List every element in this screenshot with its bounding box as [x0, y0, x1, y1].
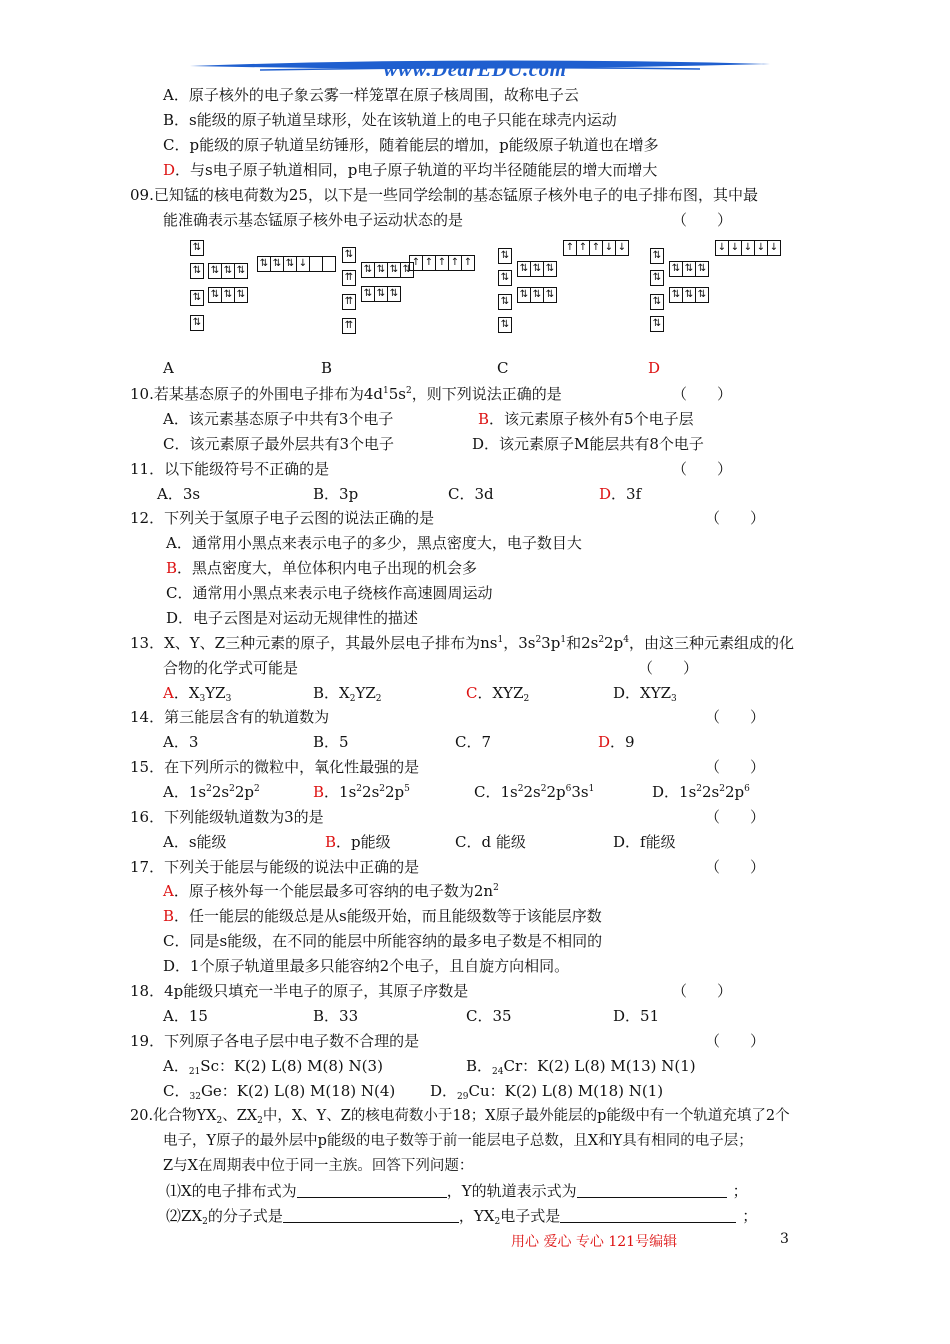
text-fragment: ．p能级: [336, 833, 391, 851]
q11-answer-paren: （ ）: [672, 460, 733, 478]
orbital-box: ⇅: [650, 316, 664, 332]
orbital-box: ↓: [615, 240, 629, 256]
answer-letter: D: [163, 161, 176, 179]
text-fragment: Cr：K(2) L(8) M(13) N(1): [503, 1057, 696, 1075]
q16-stem: 16．下列能级轨道数为3的是: [130, 808, 324, 826]
text-fragment: 2: [517, 784, 524, 794]
orbital-box: ⇅: [221, 287, 235, 303]
q9-label-b: B: [321, 359, 333, 377]
footer-slogan: 用心 爱心 专心 121号编辑: [511, 1234, 678, 1250]
q9-label-d: D: [648, 359, 661, 377]
orbital-box: ↓: [741, 240, 755, 256]
orbital-box: ⇅: [270, 256, 284, 272]
text-fragment: B．X: [313, 684, 350, 702]
q17-option-c: C．同是s能级，在不同的能层中所能容纳的最多电子数是不相同的: [163, 932, 603, 950]
diagram-a-1s: [190, 240, 204, 256]
diagram-d-row3: [650, 294, 664, 310]
diagram-c-row4: [498, 317, 512, 333]
text-fragment: D: [599, 485, 612, 503]
text-fragment: D．: [430, 1082, 458, 1100]
text-fragment: C．: [474, 783, 501, 801]
diagram-d-row2: [650, 270, 664, 286]
text-fragment: 2: [719, 784, 725, 794]
diagram-a-row2-box: [208, 263, 248, 279]
text-fragment: ．黑点密度大，单位体积内电子出现的机会多: [177, 559, 478, 577]
orbital-box: ↑: [563, 240, 577, 256]
text-fragment: Cu：K(2) L(8) M(18) N(1): [468, 1082, 664, 1100]
text-fragment: ．任一能层的能级总是从s能级开始，而且能级数等于该能层序数: [174, 907, 602, 925]
text-fragment: 29: [457, 1092, 469, 1102]
q11-option-a: A．3s: [157, 485, 201, 503]
text-fragment: C: [466, 684, 478, 702]
answer-blank-1[interactable]: [297, 1183, 447, 1198]
orbital-box: ↓: [296, 256, 310, 272]
q13-answer-paren: （ ）: [638, 659, 699, 677]
q20-stem-line1: [130, 1106, 790, 1126]
orbital-box: ⇅: [650, 248, 664, 264]
text-fragment: 1: [497, 635, 504, 645]
diagram-c-row2-box: [517, 261, 557, 277]
text-fragment: 2: [202, 1217, 208, 1227]
text-fragment: Sc：K(2) L(8) M(8) N(3): [200, 1057, 383, 1075]
orbital-box: ⇅: [374, 262, 388, 278]
text-fragment: 2: [349, 694, 356, 704]
q14-option-c: C．7: [455, 733, 492, 751]
diagram-a-row3: [190, 290, 204, 306]
orbital-box: ⇅: [208, 287, 222, 303]
q9-answer-paren: （ ）: [672, 211, 733, 229]
orbital-box: ⇅: [498, 294, 512, 310]
text-fragment: ．与s电子原子轨道相同，p电子原子轨道的平均半径随能层的增大而增大: [175, 161, 658, 179]
q9-stem-line1: 09.已知锰的核电荷数为25，以下是一些同学绘制的基态锰原子核外电子的电子排布图，其中最: [130, 186, 758, 204]
text-fragment: 的分子式是: [207, 1207, 283, 1225]
q13-option-d: [613, 683, 677, 703]
text-fragment: ．9: [610, 733, 635, 751]
q19-option-a: [163, 1056, 383, 1076]
text-fragment: 2: [216, 1116, 223, 1126]
text-fragment: 3: [225, 694, 232, 704]
orbital-box: ⇅: [221, 263, 235, 279]
orbital-box: ↑: [448, 255, 462, 271]
orbital-box: ⇅: [234, 287, 248, 303]
text-fragment: 1: [383, 386, 389, 396]
text-fragment: ．该元素原子核外有5个电子层: [489, 410, 694, 428]
orbital-box: ⇅: [543, 287, 557, 303]
orbital-box: ⇅: [190, 240, 204, 256]
q9-stem-line2: 能准确表示基态锰原子核外电子运动状态的是: [163, 211, 464, 229]
q12-option-b: [166, 558, 477, 578]
q17-option-b: [163, 906, 602, 926]
orbital-box: ↑: [435, 255, 449, 271]
text-fragment: 1s: [500, 783, 518, 801]
q9-label-c: C: [497, 359, 509, 377]
orbital-box: ⇅: [695, 287, 709, 303]
orbital-box: ⇅: [682, 287, 696, 303]
q13-stem-line2: 合物的化学式可能是: [163, 659, 299, 677]
q14-answer-paren: （ ）: [705, 708, 766, 726]
text-fragment: 1s: [188, 783, 207, 801]
q20-stem-line2: 电子，Y原子的最外层中p能级的电子数等于前一能层电子总数，且X和Y具有相同的电子层；: [163, 1133, 753, 1149]
text-fragment: D: [598, 733, 611, 751]
orbital-box: ↑: [409, 255, 423, 271]
text-fragment: B．: [466, 1057, 493, 1075]
text-fragment: 2p: [546, 783, 566, 801]
text-fragment: A．: [163, 1057, 189, 1075]
text-fragment: 2: [696, 784, 703, 794]
q16-answer-paren: （ ）: [705, 808, 766, 826]
text-fragment: 10.若某基态原子的外围电子排布为4d: [130, 385, 384, 403]
text-fragment: 2s: [211, 783, 230, 801]
text-fragment: 和2s: [566, 634, 599, 652]
text-fragment: 2: [493, 883, 499, 893]
text-fragment: D．XYZ: [613, 684, 672, 702]
diagram-d-3d: [715, 240, 781, 256]
q12-option-c: C．通常用小黑点来表示电子绕核作高速圆周运动: [166, 584, 493, 602]
q9-label-a: A: [163, 359, 174, 377]
text-fragment: 3p: [541, 634, 561, 652]
q13-option-a: [163, 683, 231, 703]
q18-option-c: C．35: [466, 1007, 512, 1025]
diagram-b-3d: [409, 255, 475, 271]
answer-blank-4[interactable]: [560, 1208, 736, 1223]
page-number: 3: [780, 1231, 789, 1247]
q10-stem: [130, 384, 562, 404]
diagram-d-row3-box: [669, 287, 709, 303]
text-fragment: ⑴X的电子排布式为: [166, 1182, 297, 1200]
text-fragment: 2: [229, 784, 235, 794]
orbital-box: ↓: [767, 240, 781, 256]
q11-stem: 11．以下能级符号不正确的是: [130, 460, 330, 478]
text-fragment: ．原子核外每一个能层最多可容纳的电子数为2n: [173, 882, 494, 900]
q12-answer-paren: （ ）: [705, 509, 766, 527]
text-fragment: B: [325, 833, 337, 851]
q11-option-d: [599, 484, 641, 504]
q15-option-d: [652, 782, 750, 802]
orbital-box: ⇅: [498, 270, 512, 286]
orbital-box: [322, 256, 336, 272]
q11-option-b: B．3p: [313, 485, 359, 503]
text-fragment: 2s: [362, 783, 380, 801]
answer-blank-3[interactable]: [283, 1208, 459, 1223]
orbital-box: ⇅: [342, 247, 356, 263]
q10-answer-paren: （ ）: [672, 385, 733, 403]
diagram-d-row4: [650, 316, 664, 332]
q15-stem: 15．在下列所示的微粒中，氧化性最强的是: [130, 758, 420, 776]
q20-sub1: [166, 1181, 748, 1201]
text-fragment: 1s: [679, 783, 697, 801]
text-fragment: ．XYZ: [477, 684, 524, 702]
text-fragment: 2p: [604, 634, 624, 652]
q18-answer-paren: （ ）: [672, 982, 733, 1000]
text-fragment: ，YX: [458, 1207, 495, 1225]
text-fragment: 1: [588, 784, 595, 794]
text-fragment: 3: [671, 694, 677, 704]
q18-option-b: B．33: [313, 1007, 359, 1025]
orbital-box: ⇅: [669, 261, 683, 277]
text-fragment: 2: [356, 784, 363, 794]
orbital-box: ⇅: [190, 263, 204, 279]
q16-option-d: D．f能级: [613, 833, 676, 851]
diagram-b-row3-box: [361, 286, 401, 302]
orbital-box: ↓: [715, 240, 729, 256]
diagram-b-row2-box: [361, 262, 414, 278]
orbital-box: ⇈: [342, 294, 356, 310]
diagram-a-row3-box: [208, 287, 248, 303]
text-fragment: 2: [253, 784, 260, 794]
text-fragment: ．: [324, 783, 340, 801]
text-fragment: ⑵ZX: [166, 1207, 203, 1225]
orbital-box: ⇅: [682, 261, 696, 277]
q14-option-d: [598, 732, 635, 752]
text-fragment: 2: [598, 635, 605, 645]
orbital-box: ⇅: [234, 263, 248, 279]
text-fragment: 5: [404, 784, 410, 794]
orbital-box: ↓: [728, 240, 742, 256]
q13-option-c: [466, 683, 529, 703]
q15-option-a: [163, 782, 260, 802]
text-fragment: 2: [523, 694, 530, 704]
text-fragment: ．X: [173, 684, 200, 702]
orbital-box: ↑: [461, 255, 475, 271]
orbital-box: ⇅: [498, 317, 512, 333]
orbital-box: ⇅: [374, 286, 388, 302]
orbital-box: ⇅: [695, 261, 709, 277]
text-fragment: 2: [540, 784, 547, 794]
orbital-box: ↓: [754, 240, 768, 256]
q8-option-c: C．p能级的原子轨道呈纺锤形，随着能层的增加，p能级原子轨道也在增多: [163, 136, 659, 154]
diagram-d-row2-box: [669, 261, 709, 277]
diagram-b-row3: [342, 294, 356, 310]
orbital-box: ⇈: [342, 318, 356, 334]
text-fragment: 2: [379, 784, 386, 794]
orbital-box: ↓: [602, 240, 616, 256]
site-logo[interactable]: www.DearEDU.com: [383, 57, 567, 81]
text-fragment: 2: [535, 635, 542, 645]
orbital-box: ⇅: [543, 261, 557, 277]
text-fragment: 1: [560, 635, 567, 645]
text-fragment: 2p: [385, 783, 405, 801]
q20-sub2: [166, 1206, 757, 1226]
q19-stem: 19．下列原子各电子层中电子数不合理的是: [130, 1032, 420, 1050]
text-fragment: 2: [257, 1116, 263, 1126]
q15-option-c: [474, 782, 594, 802]
diagram-b-top: [342, 247, 356, 263]
orbital-box: ⇅: [517, 261, 531, 277]
q17-option-a: [163, 881, 499, 901]
text-fragment: A．: [163, 783, 189, 801]
orbital-box: ⇅: [498, 248, 512, 264]
orbital-box: ⇅: [190, 290, 204, 306]
text-fragment: YZ: [205, 684, 226, 702]
text-fragment: 2: [206, 784, 212, 794]
diagram-a-3d: [257, 256, 336, 272]
text-fragment: 21: [188, 1067, 201, 1077]
q14-stem: 14．第三能层含有的轨道数为: [130, 708, 330, 726]
text-fragment: 4: [623, 635, 629, 645]
q19-option-c: [163, 1081, 395, 1101]
q8-option-a: A．原子核外的电子象云雾一样笼罩在原子核周围，故称电子云: [163, 86, 579, 104]
orbital-box: ⇅: [517, 287, 531, 303]
text-fragment: 32: [189, 1092, 201, 1102]
text-fragment: 2p: [725, 783, 745, 801]
text-fragment: 1s: [339, 783, 357, 801]
q17-answer-paren: （ ）: [705, 858, 766, 876]
orbital-box: ⇅: [190, 315, 204, 331]
diagram-b-row2: [342, 270, 356, 286]
q19-answer-paren: （ ）: [705, 1032, 766, 1050]
q18-option-d: D．51: [613, 1007, 660, 1025]
text-fragment: 电子式是: [500, 1207, 561, 1225]
q8-option-d: [163, 160, 657, 180]
orbital-box: ⇅: [257, 256, 271, 272]
text-fragment: 3: [199, 694, 206, 704]
orbital-box: [309, 256, 323, 272]
text-fragment: 2: [494, 1217, 501, 1227]
orbital-box: ↑: [422, 255, 436, 271]
text-fragment: Ge：K(2) L(8) M(18) N(4): [200, 1082, 396, 1100]
text-fragment: YZ: [355, 684, 376, 702]
diagram-d-top: [650, 248, 664, 264]
text-fragment: B: [163, 907, 175, 925]
diagram-b-row4: [342, 318, 356, 334]
q20-stem-line3: Z与X在周期表中位于同一主族。回答下列问题：: [163, 1158, 474, 1174]
q10-option-a: A．该元素基态原子中共有3个电子: [163, 410, 394, 428]
text-fragment: D．: [652, 783, 680, 801]
orbital-box: ↑: [589, 240, 603, 256]
orbital-box: ⇅: [530, 261, 544, 277]
diagram-c-row2: [498, 270, 512, 286]
q18-stem: 18．4p能级只填充一半电子的原子，其原子序数是: [130, 982, 469, 1000]
q19-option-d: [430, 1081, 663, 1101]
orbital-box: ⇅: [400, 262, 414, 278]
q11-option-c: C．3d: [448, 485, 494, 503]
text-fragment: 2p: [234, 783, 254, 801]
orbital-box: ⇅: [650, 270, 664, 286]
q15-option-b: [313, 782, 410, 802]
q16-option-b: [325, 832, 391, 852]
orbital-box: ⇅: [283, 256, 297, 272]
text-fragment: B: [313, 783, 325, 801]
q10-option-b: [478, 409, 694, 429]
text-fragment: ；: [742, 1207, 758, 1225]
q12-option-a: A．通常用小黑点来表示电子的多少，黑点密度大，电子数目大: [166, 534, 582, 552]
text-fragment: A: [163, 882, 174, 900]
diagram-c-row3: [498, 294, 512, 310]
orbital-box: ⇅: [361, 262, 375, 278]
text-fragment: ．3f: [611, 485, 642, 503]
q16-option-a: A．s能级: [163, 833, 227, 851]
orbital-box: ⇅: [387, 262, 401, 278]
q13-stem-line1: [130, 633, 794, 653]
q17-option-d: D．1个原子轨道里最多只能容纳2个电子，且自旋方向相同。: [163, 957, 570, 975]
q13-option-b: [313, 683, 382, 703]
text-fragment: 2: [406, 386, 412, 396]
orbital-box: ⇅: [387, 286, 401, 302]
text-fragment: 、ZX: [222, 1108, 258, 1124]
diagram-a-row2: [190, 263, 204, 279]
text-fragment: 13．X、Y、Z三种元素的原子，其最外层电子排布为ns: [130, 634, 498, 652]
text-fragment: 2s: [523, 783, 541, 801]
q16-option-c: C．d 能级: [455, 833, 526, 851]
text-fragment: 5s: [388, 385, 406, 403]
answer-blank-2[interactable]: [577, 1183, 727, 1198]
q14-option-a: A．3: [163, 733, 199, 751]
q10-option-d: D．该元素原子M能层共有8个电子: [472, 435, 704, 453]
orbital-box: ⇈: [342, 270, 356, 286]
text-fragment: 中，X、Y、Z的核电荷数小于18；X原子最外能层的p能级中有一个轨道充填了2个: [262, 1108, 790, 1124]
text-fragment: ，3s: [503, 634, 536, 652]
q15-answer-paren: （ ）: [705, 758, 766, 776]
diagram-c-row3-box: [517, 287, 557, 303]
text-fragment: ，由这三种元素组成的化: [628, 634, 794, 652]
text-fragment: ；: [732, 1182, 748, 1200]
orbital-box: ⇅: [361, 286, 375, 302]
text-fragment: B: [478, 410, 490, 428]
q19-option-b: [466, 1056, 696, 1076]
orbital-box: ⇅: [530, 287, 544, 303]
orbital-box: ⇅: [669, 287, 683, 303]
text-fragment: 2: [375, 694, 382, 704]
orbital-box: ↑: [576, 240, 590, 256]
text-fragment: B: [166, 559, 178, 577]
diagram-c-3d: [563, 240, 629, 256]
orbital-box: ⇅: [650, 294, 664, 310]
q12-stem: 12．下列关于氢原子电子云图的说法正确的是: [130, 509, 435, 527]
diagram-a-row4: [190, 315, 204, 331]
q8-option-b: B．s能级的原子轨道呈球形，处在该轨道上的电子只能在球壳内运动: [163, 111, 617, 129]
text-fragment: 3s: [571, 783, 589, 801]
text-fragment: ，Y的轨道表示式为: [446, 1182, 577, 1200]
text-fragment: ，则下列说法正确的是: [411, 385, 562, 403]
q18-option-a: A．15: [163, 1007, 208, 1025]
text-fragment: A: [163, 684, 174, 702]
text-fragment: 2s: [702, 783, 720, 801]
q10-option-c: C．该元素原子最外层共有3个电子: [163, 435, 395, 453]
q12-option-d: D．电子云图是对运动无规律性的描述: [166, 609, 419, 627]
text-fragment: C．: [163, 1082, 190, 1100]
text-fragment: 20.化合物YX: [130, 1108, 217, 1124]
text-fragment: 6: [565, 784, 572, 794]
orbital-box: ⇅: [208, 263, 222, 279]
text-fragment: 24: [492, 1067, 504, 1077]
text-fragment: 6: [744, 784, 750, 794]
q17-stem: 17．下列关于能层与能级的说法中正确的是: [130, 858, 420, 876]
q14-option-b: B．5: [313, 733, 349, 751]
diagram-c-top: [498, 248, 512, 264]
